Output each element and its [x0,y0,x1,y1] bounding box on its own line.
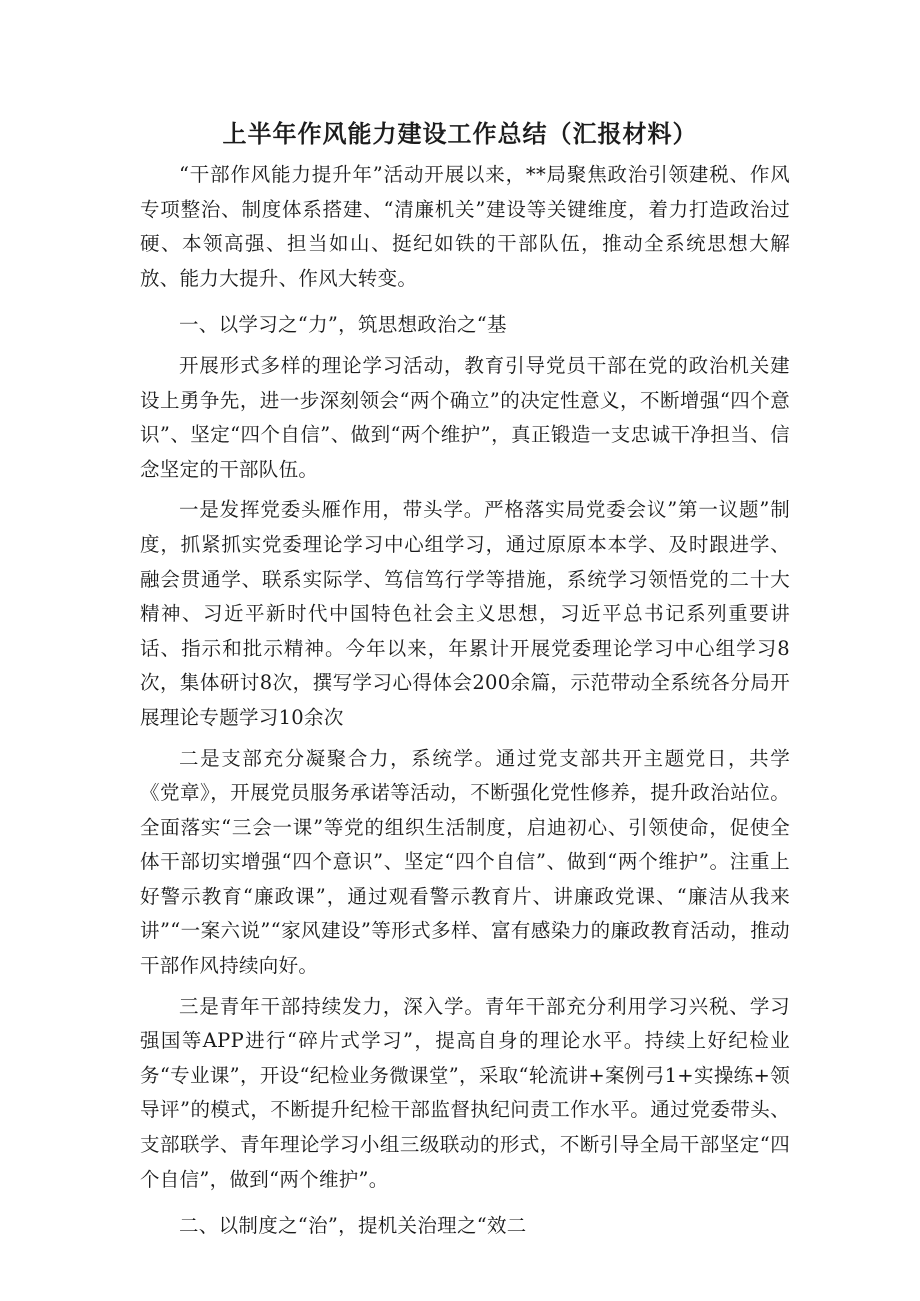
section-1-point-1-paragraph: 一是发挥党委头雁作用，带头学。严格落实局党委会议”第一议题”制度，抓紧抓实党委理论学习中心组学习，通过原原本本学、及时跟进学、融会贯通学、联系实际学、笃信笃行学等措施，系统学习领悟党的二十大精神、习近平新时代中国特色社会主义思想，习近平总书记系列重要讲话、指示和批示精神。今年以来，年累计开展党委理论学习中心组学习8次，集体研讨8次，撰写学习心得体会200余篇，示范带动全系统各分局开展理论专题学习10余次 [140,498,790,729]
section-1-overview-paragraph: 开展形式多样的理论学习活动，教育引导党员干部在党的政治机关建设上勇争先，进一步深刻领会“两个确立”的决定性意义，不断增强“四个意识”、坚定“四个自信”、做到“两个维护”，真正锻造一支忠诚干净担当、信念坚定的干部队伍。 [140,353,790,481]
document-title: 上半年作风能力建设工作总结（汇报材料） [222,120,698,148]
section-heading-1: 一、以学习之“力”，筑思想政治之“基 [179,313,507,337]
document-body [140,158,790,1246]
intro-paragraph: “干部作风能力提升年”活动开展以来，**局聚焦政治引领建税、作风专项整治、制度体系搭建、“清廉机关”建设等关键维度，着力打造政治过硬、本领高强、担当如山、挺纪如铁的干部队伍，推动全系统思想大解放、能力大提升、作风大转变。 [140,163,790,290]
section-heading-2: 二、以制度之“治”，提机关治理之“效二 [179,1214,527,1238]
section-1-point-2-paragraph: 二是支部充分凝聚合力，系统学。通过党支部共开主题党日，共学《党章》，开展党员服务承诺等活动，不断强化党性修养，提升政治站位。全面落实“三会一课”等党的组织生活制度，启迪初心、引领使命，促使全体干部切实增强“四个意识”、坚定“四个自信”、做到“两个维护”。注重上好警示教育“廉政课”，通过观看警示教育片、讲廉政党课、“廉洁从我来讲”“一案六说”“家风建设”等形式多样、富有感染力的廉政教育活动，推动干部作风持续向好。 [140,746,790,978]
section-1-point-3-paragraph: 三是青年干部持续发力，深入学。青年干部充分利用学习兴税、学习强国等APP进行“碎片式学习”，提高自身的理论水平。持续上好纪检业务“专业课”，开设“纪检业务微课堂”，采取“轮流讲+案例弓1+实操练+领导评”的模式，不断提升纪检干部监督执纪问责工作水平。通过党委带头、支部联学、青年理论学习小组三级联动的形式，不断引导全局干部坚定“四个自信”，做到“两个维护”。 [140,994,790,1191]
